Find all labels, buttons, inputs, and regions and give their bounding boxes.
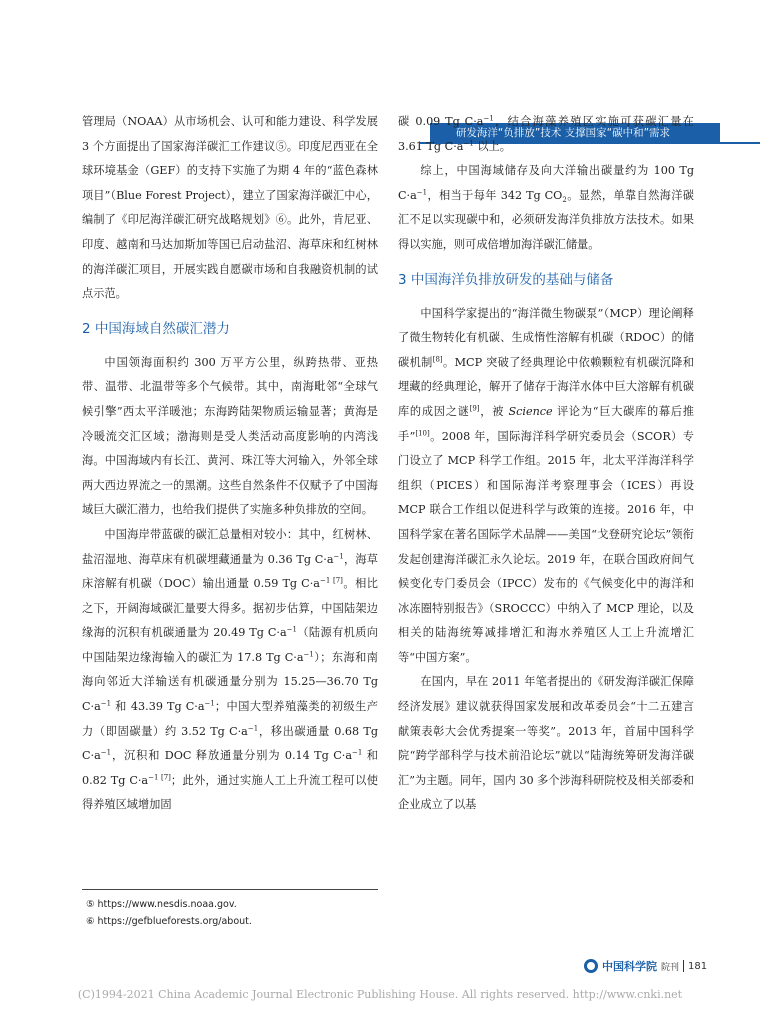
citation-ref: −1 [7] <box>319 576 343 585</box>
right-column <box>398 110 694 818</box>
running-title: 研发海洋“负排放”技术 支撑国家“碳中和”需求 <box>430 123 696 143</box>
text-run: ；中国大型养殖藻类的初级生产力（即固碳量）约 3.52 Tg C·a <box>82 700 378 738</box>
paragraph <box>398 302 694 671</box>
citation-ref: [9] <box>469 404 480 413</box>
journal-name: Science <box>508 404 553 418</box>
superscript: −1 <box>463 138 474 147</box>
citation-ref: [10] <box>415 428 430 437</box>
text-run: 以上。 <box>473 139 511 153</box>
section-title: 3 中国海洋负排放研发的基础与储备 <box>398 271 614 288</box>
text-run: 中国科学家提出的“海洋微生物碳泵”（MCP）理论阐释了微生物转化有机碳、生成惰性溶解有机碳（RDOC）的储碳机制 <box>398 306 694 369</box>
footnote-item: ⑥ https://gefblueforests.org/about. <box>86 916 252 927</box>
text-run: 。2008 年，国际海洋科学研究委员会（SCOR）专门设立了 MCP 科学工作组。2015 年，北太平洋海洋科学组织（PICES）和国际海洋考察理事会（ICES）再设 MCP 联合工作组以促进科学与政策的连接。2016 年，中国科学家在著名国际学术品牌——美国“戈登研究论坛”领衔发起创建海洋碳汇永久论坛。2019 年，在联合国政府间气候变化专门委员会（IPCC）发布的《气候变化中的海洋和冰冻圈特别报告》（SROCCC）中纳入了 MCP 理论，以及相关的陆海统筹减排增汇和海水养殖区人工上升流增汇等“中国方案”。 <box>398 429 694 664</box>
text-run: 和 0.82 Tg C·a <box>82 749 378 787</box>
footer <box>584 958 707 974</box>
superscript: −1 <box>333 551 344 560</box>
superscript: −1 <box>100 699 112 708</box>
text-run: ，被 <box>479 404 509 418</box>
text-run: 碳 0.09 Tg C·a <box>398 115 484 128</box>
footnote-item: ⑤ https://www.nesdis.noaa.gov. <box>86 899 237 910</box>
page-number: 181 <box>688 960 708 972</box>
text-run: ，沉积和 DOC 释放通量分别为 0.14 Tg C·a <box>111 749 353 763</box>
footer-separator <box>683 960 684 972</box>
paragraph: 管理局（NOAA）从市场机会、认可和能力建设、科学发展 3 个方面提出了国家海洋碳汇工作建议⑤。印度尼西亚在全球环境基金（GEF）的支持下实施了为期 4 年的“蓝色森林项目”（Blue Forest Project），建立了国家海洋碳汇中心，编制了《印尼海洋碳汇研究战略规划》⑥。此外，肯尼亚、印度、越南和马达加斯加等国已启动盐沼、海草床和红树林的海洋碳汇项目，开展实践自愿碳市场和自我融资机制的试点示范。 <box>82 115 378 301</box>
superscript: −1 <box>204 699 215 708</box>
superscript: −1 <box>247 723 259 732</box>
text-run: 评论为“巨大碳库的幕后推手” <box>398 404 694 443</box>
footer-logo-text: 中国科学院 <box>602 960 657 973</box>
paragraph <box>398 110 694 159</box>
paragraph: 在国内，早在 2011 年笔者提出的《研发海洋碳汇保障经济发展》建议就获得国家发展和改革委员会“十二五建言献策表彰大会优秀提案一等奖”。2013 年，首届中国科学院“跨学部科学与技术前沿论坛”就以“陆海统筹研发海洋碳汇”为主题。同年，国内 30 多个涉海科研院校及相关部委和企业成立了以基 <box>398 675 694 812</box>
text-run: ，海草床溶解有机碳（DOC）输出通量 0.59 Tg C·a <box>82 552 378 591</box>
paragraph <box>82 523 378 818</box>
copyright-notice: (C)1994-2021 China Academic Journal Electronic Publishing House. All rights reserved. http://www.cnki.net <box>77 988 683 1001</box>
text-run: （陆源有机质向中国陆架边缘海输入的碳汇为 17.8 Tg C·a <box>82 626 378 664</box>
footnote-divider <box>82 889 378 890</box>
subscript: 2 <box>562 196 567 205</box>
text-run: 综上，中国海域储存及向大洋输出碳量约为 100 Tg C·a <box>398 164 694 202</box>
section-title: 2 中国海域自然碳汇潜力 <box>82 320 230 337</box>
superscript: −1 <box>352 748 363 757</box>
paragraph <box>398 159 694 257</box>
text-run: 。相比之下，开阔海域碳汇量要大得多。据初步估算，中国陆架边缘海的沉积有机碳通量为 20.49 Tg C·a <box>82 577 378 640</box>
superscript: −1 <box>416 188 428 197</box>
text-run: ，移出碳通量 0.68 Tg C·a <box>82 724 378 763</box>
footer-journal: 院刊 <box>661 962 680 973</box>
text-run: ，结合海藻养殖区实施可获碳汇量在 3.61 Tg C·a <box>398 115 694 153</box>
text-run: ，相当于每年 342 Tg CO <box>427 188 563 202</box>
superscript: −1 <box>100 748 112 757</box>
text-run: 中国海岸带蓝碳的碳汇总量相对较小：其中，红树林、盐沼湿地、海草床有机碳埋藏通量为 0.36 Tg C·a <box>82 527 378 566</box>
text-run: ；此外，通过实施人工上升流工程可以使得养殖区域增加固 <box>82 773 378 812</box>
citation-ref: −1 [7] <box>148 773 171 782</box>
text-run: 。MCP 突破了经典理论中依赖颗粒有机碳沉降和埋藏的经典理论，解开了储存于海洋水体中巨大溶解有机碳库的成因之谜 <box>398 355 694 418</box>
text-run: 和 43.39 Tg C·a <box>111 700 205 714</box>
superscript: −1 <box>303 650 314 659</box>
text-run: ）；东海和南海向邻近大洋输送有机碳通量分别为 15.25—36.70 Tg C·a <box>82 650 378 714</box>
superscript: −1 <box>483 114 494 123</box>
superscript: −1 <box>286 625 297 634</box>
footnotes <box>86 896 386 930</box>
cas-logo-icon <box>584 959 598 973</box>
paragraph: 中国领海面积约 300 万平方公里，纵跨热带、亚热带、温带、北温带等多个气候带。其中，南海毗邻“全球气候引擎”西太平洋暖池；东海跨陆架物质运输显著；黄海是冷暖流交汇区域；渤海则是受人类活动高度影响的内湾浅海。中国海域内有长江、黄河、珠江等大河输入，外邻全球两大西边界流之一的黑潮。这些自然条件不仅赋予了中国海域巨大碳汇潜力，也给我们提供了实施多种负排放的空间。 <box>82 355 378 517</box>
citation-ref: [8] <box>432 355 443 364</box>
text-run: 。显然，单靠自然海洋碳汇不足以实现碳中和，必须研发海洋负排放方法技术。如果得以实施，则可成倍增加海洋碳汇储量。 <box>398 188 694 251</box>
left-column <box>82 110 378 818</box>
header-accent-block <box>696 123 720 143</box>
